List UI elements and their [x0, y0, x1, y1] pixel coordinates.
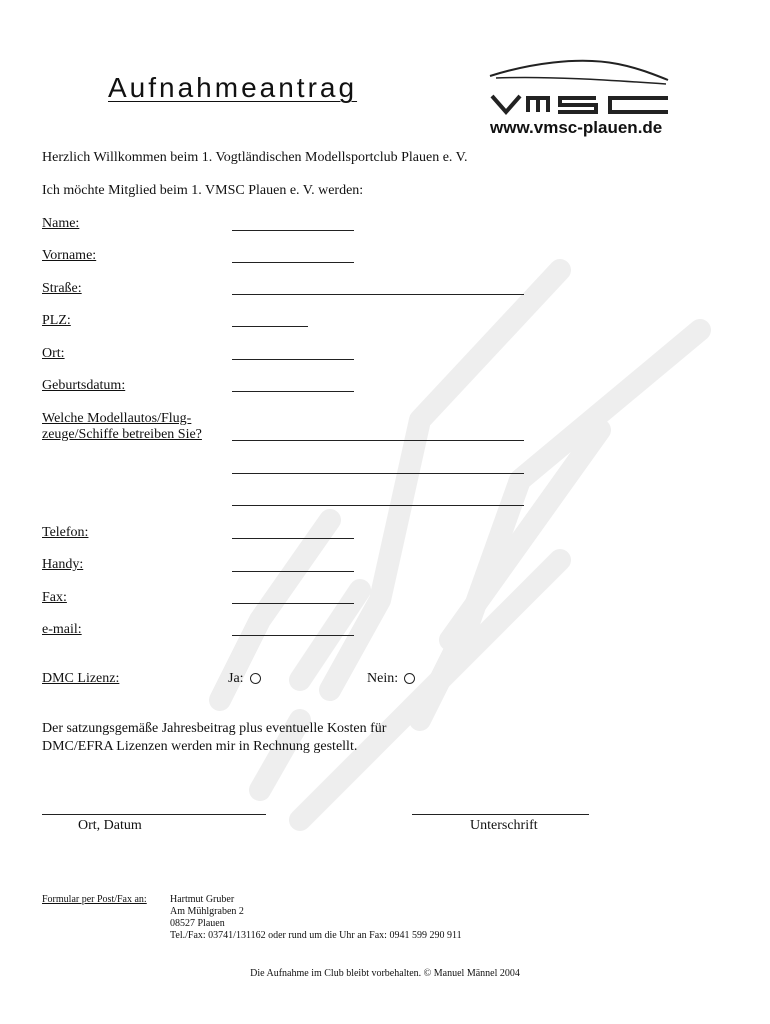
handy-label: Handy: — [42, 557, 84, 572]
dmc-license-label: DMC Lizenz: — [42, 671, 120, 686]
contact-street: Am Mühlgraben 2 — [170, 906, 244, 917]
ort-label: Ort: — [42, 346, 65, 361]
name-label: Name: — [42, 216, 80, 231]
modell-label-line1: Welche Modellautos/Flug- — [42, 411, 192, 426]
send-to-label: Formular per Post/Fax an: — [42, 894, 147, 905]
license-yes-radio[interactable] — [250, 673, 261, 684]
vorname-field[interactable] — [232, 262, 354, 263]
place-date-field[interactable] — [42, 814, 266, 815]
place-date-caption: Ort, Datum — [78, 818, 142, 833]
modell-label-line2: zeuge/Schiffe betreiben Sie? — [42, 427, 202, 442]
welcome-text: Herzlich Willkommen beim 1. Vogtländischen Modellsportclub Plauen e. V. — [42, 150, 468, 165]
fee-note — [42, 720, 386, 756]
website-url: www.vmsc-plauen.de — [490, 118, 663, 137]
modell-field-2[interactable] — [232, 473, 524, 474]
fax-label: Fax: — [42, 590, 67, 605]
contact-address — [170, 894, 462, 942]
plz-label: PLZ: — [42, 313, 71, 328]
strasse-label: Straße: — [42, 281, 82, 296]
strasse-field[interactable] — [232, 294, 524, 295]
license-yes-option[interactable] — [228, 671, 261, 687]
handy-field[interactable] — [232, 571, 354, 572]
disclaimer: Die Aufnahme im Club bleibt vorbehalten. © Manuel Männel 2004 — [250, 968, 520, 979]
plz-field[interactable] — [232, 326, 308, 327]
membership-text: Ich möchte Mitglied beim 1. VMSC Plauen e. V. werden: — [42, 183, 364, 198]
signature-field[interactable] — [412, 814, 589, 815]
geburtsdatum-label: Geburtsdatum: — [42, 378, 126, 393]
page-title: Aufnahmeantrag — [108, 72, 358, 103]
vorname-label: Vorname: — [42, 248, 97, 263]
contact-phone: Tel./Fax: 03741/131162 oder rund um die Uhr an Fax: 0941 599 290 911 — [170, 930, 462, 941]
contact-name: Hartmut Gruber — [170, 894, 235, 905]
fee-note-line1: Der satzungsgemäße Jahresbeitrag plus eventuelle Kosten für — [42, 721, 387, 736]
ort-field[interactable] — [232, 359, 354, 360]
fee-note-line2: DMC/EFRA Lizenzen werden mir in Rechnung gestellt. — [42, 739, 358, 754]
signature-caption: Unterschrift — [470, 818, 538, 833]
license-yes-label: Ja: — [228, 671, 244, 686]
telefon-label: Telefon: — [42, 525, 89, 540]
email-label: e-mail: — [42, 622, 82, 637]
license-no-option[interactable] — [367, 671, 415, 687]
geburtsdatum-field[interactable] — [232, 391, 354, 392]
name-field[interactable] — [232, 230, 354, 231]
license-no-label: Nein: — [367, 671, 399, 686]
modell-field-3[interactable] — [232, 505, 524, 506]
modell-field-1[interactable] — [232, 440, 524, 441]
fax-field[interactable] — [232, 603, 354, 604]
contact-city: 08527 Plauen — [170, 918, 225, 929]
email-field[interactable] — [232, 635, 354, 636]
license-no-radio[interactable] — [404, 673, 415, 684]
telefon-field[interactable] — [232, 538, 354, 539]
